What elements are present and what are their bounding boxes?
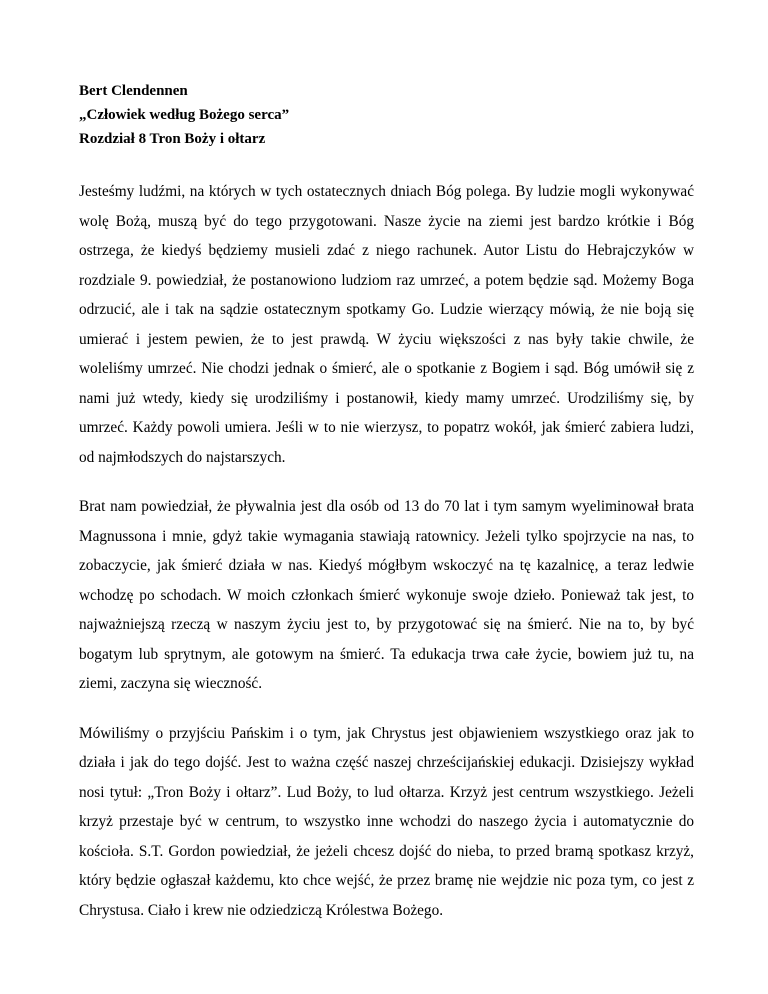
book-title: „Człowiek według Bożego serca”: [79, 107, 290, 123]
chapter-heading: Rozdział 8 Tron Boży i ołtarz: [79, 131, 266, 147]
paragraph: Jesteśmy ludźmi, na których w tych ostatecznych dniach Bóg polega. By ludzie mogli wykonywać wolę Bożą, muszą być do tego przygotowani. Nasze życie na ziemi jest bardzo krótkie i Bóg ostrzega, że kiedyś będziemy musieli zdać z niego rachunek. Autor Listu do Hebrajczyków w rozdziale 9. powiedział, że postanowiono ludziom raz umrzeć, a potem będzie sąd. Możemy Boga odrzucić, ale i tak na sądzie ostatecznym spotkamy Go. Ludzie wierzący mówią, że nie boją się umierać i jestem pewien, że to jest prawdą. W życiu większości z nas były takie chwile, że woleliśmy umrzeć. Nie chodzi jednak o śmierć, ale o spotkanie z Bogiem i sąd. Bóg umówił się z nami już wtedy, kiedy się urodziliśmy i postanowił, kiedy mamy umrzeć. Urodziliśmy się, by umrzeć. Każdy powoli umiera. Jeśli w to nie wierzysz, to popatrz wokół, jak śmierć zabiera ludzi, od najmłodszych do najstarszych.: [79, 183, 694, 466]
author-name: Bert Clendennen: [79, 83, 188, 99]
paragraph: Mówiliśmy o przyjściu Pańskim i o tym, jak Chrystus jest objawieniem wszystkiego oraz jak to działa i jak do tego dojść. Jest to ważna część naszej chrześcijańskiej edukacji. Dzisiejszy wykład nosi tytuł: „Tron Boży i ołtarz”. Lud Boży, to lud ołtarza. Krzyż jest centrum wszystkiego. Jeżeli krzyż przestaje być w centrum, to wszystko inne wchodzi do naszego życia i automatycznie do kościoła. S.T. Gordon powiedział, że jeżeli chcesz dojść do nieba, to przed bramą spotkasz krzyż, który będzie ogłaszał każdemu, kto chce wejść, że przez bramę nie wejdzie nic poza tym, co jest z Chrystusa. Ciało i krew nie odziedziczą Królestwa Bożego.: [79, 724, 694, 919]
document-header: [79, 79, 694, 151]
paragraph: Brat nam powiedział, że pływalnia jest dla osób od 13 do 70 lat i tym samym wyeliminował brata Magnussona i mnie, gdyż takie wymagania stawiają ratownicy. Jeżeli tylko spojrzycie na nas, to zobaczycie, jak śmierć działa w nas. Kiedyś mógłbym wskoczyć na tę kazalnicę, a teraz ledwie wchodzę po schodach. W moich członkach śmierć wykonuje swoje dzieło. Ponieważ tak jest, to najważniejszą rzeczą w naszym życiu jest to, by przygotować się na śmierć. Nie na to, by być bogatym lub sprytnym, ale gotowym na śmierć. Ta edukacja trwa całe życie, bowiem już tu, na ziemi, zaczyna się wieczność.: [79, 498, 694, 692]
document-body: [79, 177, 694, 945]
